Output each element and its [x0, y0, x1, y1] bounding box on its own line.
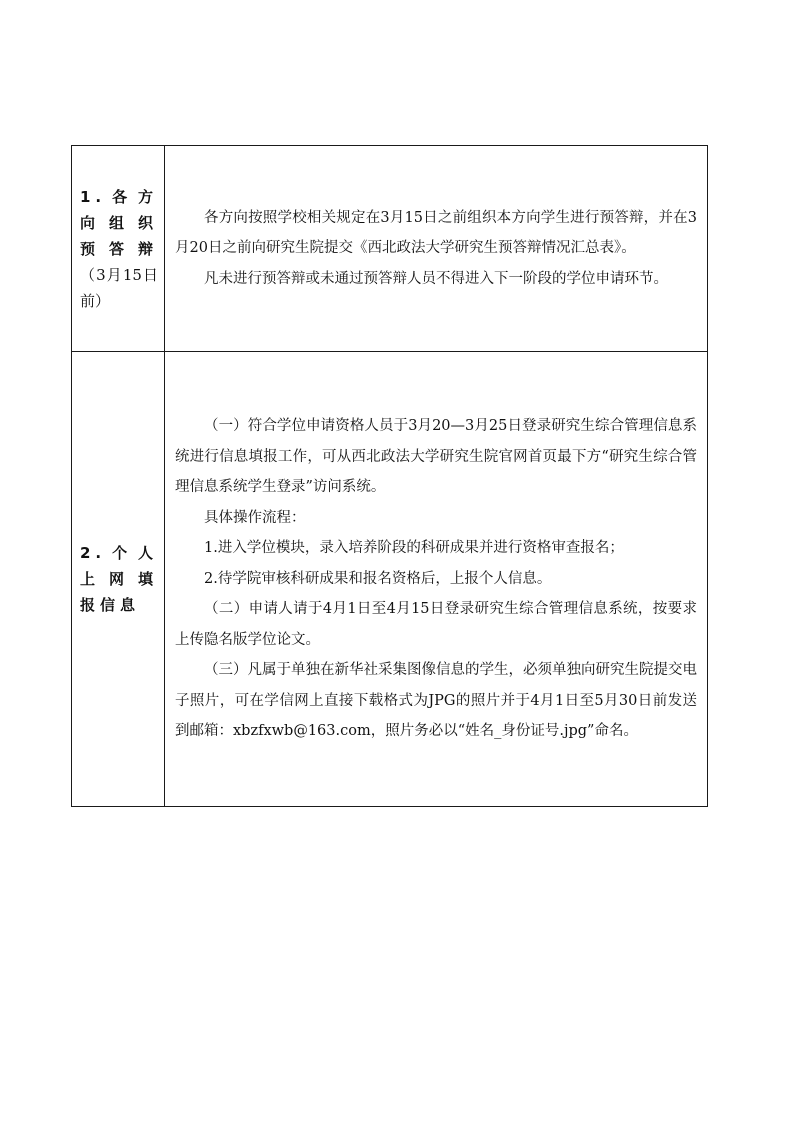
table-row — [72, 352, 708, 807]
step-title: 2.个人上网填报信息 — [80, 544, 158, 614]
step-deadline: （3月15日前） — [80, 265, 158, 310]
content-paragraph: （二）申请人请于4月1日至4月15日登录研究生综合管理信息系统，按要求上传隐名版学位论文。 — [175, 601, 697, 648]
step-content — [165, 411, 707, 747]
table-row — [72, 146, 708, 352]
step-content — [165, 203, 707, 295]
content-paragraph: 各方向按照学校相关规定在3月15日之前组织本方向学生进行预答辩，并在3月20日之前向研究生院提交《西北政法大学研究生预答辩情况汇总表》。 — [175, 209, 697, 257]
step-label-cell — [72, 352, 165, 807]
step-content-cell — [165, 352, 708, 807]
step-label — [72, 540, 164, 618]
content-paragraph: （一）符合学位申请资格人员于3月20—3月25日登录研究生综合管理信息系统进行信息填报工作，可从西北政法大学研究生院官网首页最下方“研究生综合管理信息系统学生登录”访问系统。 — [175, 418, 697, 496]
step-label — [72, 184, 164, 314]
content-paragraph: 2.待学院审核科研成果和报名资格后，上报个人信息。 — [204, 570, 552, 587]
content-paragraph: （三）凡属于单独在新华社采集图像信息的学生，必须单独向研究生院提交电子照片，可在学信网上直接下载格式为JPG的照片并于4月1日至5月30日前发送到邮箱：xbzfxwb@163.com，照片务必以“姓名_身份证号.jpg”命名。 — [175, 662, 697, 740]
step-content-cell — [165, 146, 708, 352]
step-label-cell — [72, 146, 165, 352]
procedure-table — [71, 145, 708, 807]
step-title: 1.各方向组织预答辩 — [80, 187, 158, 258]
content-paragraph: 凡未进行预答辩或未通过预答辩人员不得进入下一阶段的学位申请环节。 — [204, 270, 668, 287]
content-paragraph: 具体操作流程： — [204, 509, 306, 526]
content-paragraph: 1.进入学位模块，录入培养阶段的科研成果并进行资格审查报名； — [204, 540, 624, 557]
